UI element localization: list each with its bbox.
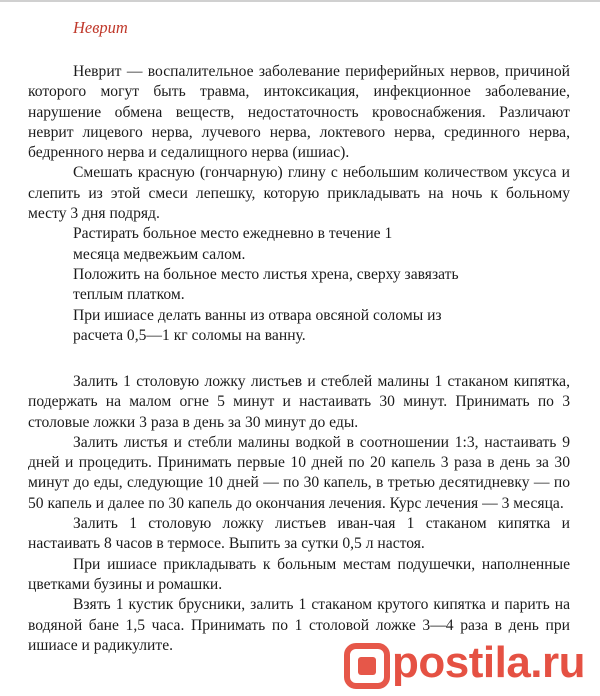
text-block-2	[28, 372, 570, 656]
paragraph-fireweed: Залить 1 столовую ложку листьев иван-чая 1 стаканом кипятка и настаивать 8 часов в термосе. Выпить за сутки 0,5 л настоя.	[28, 515, 570, 553]
top-rule	[0, 0, 600, 2]
paragraph-raspberry-infusion: Залить 1 столовую ложку листьев и стеблей малины 1 стаканом кипятка, подержать на малом огне 5 минут и настаивать 30 минут. Принимать по 3 столовые ложки 3 раза в день за 30 минут до еды.	[28, 373, 570, 431]
text-block-1	[28, 62, 570, 346]
section-heading: Неврит	[73, 18, 128, 37]
paragraph-clay-recipe: Смешать красную (гончарную) глину с небольшим количеством уксуса и слепить из этой смеси лепешку, которую прикладывать на ночь к больному месту 3 дня подряд.	[28, 164, 570, 223]
paragraph-horseradish: Положить на больное место листья хрена, сверху завязать теплым платком.	[73, 265, 459, 304]
paragraph-oat-straw-bath: При ишиасе делать ванны из отвара овсяной соломы из расчета 0,5—1 кг соломы на ванну.	[73, 306, 442, 344]
paragraph-lingonberry: Взять 1 кустик брусники, залить 1 стаканом крутого кипятка и парить на водяной бане 1,5 часа. Принимать по 1 столовой ложке 3—4 раза в день при ишиасе и радикулите.	[28, 596, 570, 654]
paragraph-raspberry-tincture: Залить листья и стебли малины водкой в соотношении 1:3, настаивать 9 дней и процедить. Принимать первые 10 дней по 20 капель 3 раза в день за 30 минут до еды, следующие 10 дней — по 30 капель, в третью десятидневку — по 50 капель и далее по 30 капель до окончания лечения. Курс лечения — 3 месяца.	[28, 433, 570, 512]
paragraph-elder-chamomile: При ишиасе прикладывать к больным местам подушечки, наполненные цветками бузины и ромашки.	[28, 555, 570, 593]
paragraph-bear-fat: Растирать больное место ежедневно в течение 1 месяца медвежьим салом.	[73, 225, 393, 263]
paragraph-definition: Неврит — воспалительное заболевание периферийных нервов, причиной которого могут быть травма, интоксикация, инфекционное заболевание, нарушение обмена веществ, недостаточность кровоснабжения. Различают неврит лицевого нерва, лучевого нерва, локтевого нерва, срединного нерва, бедренного нерва и седалищного нерва (ишиас).	[28, 63, 570, 162]
watermark-text: postila.ru	[392, 638, 586, 687]
